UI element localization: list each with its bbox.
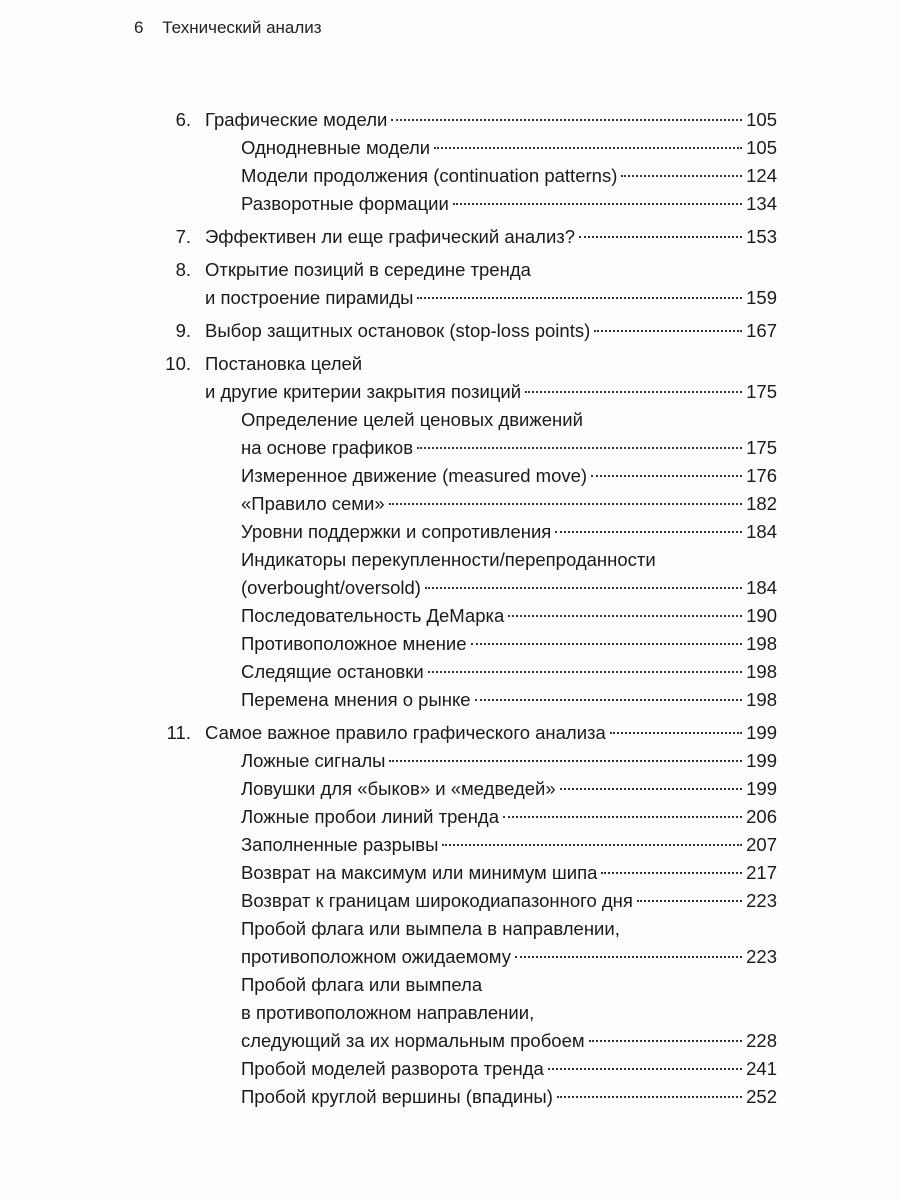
chapter-number: 11. [166, 722, 191, 743]
subsection-list [205, 134, 777, 218]
subsection-title: (overbought/oversold) [241, 577, 421, 598]
chapter-title-line[interactable]: Открытие позиций в середине тренда [205, 259, 531, 280]
chapter-number: 10. [165, 353, 191, 374]
chapter-entry[interactable] [205, 223, 777, 251]
chapter-title: и построение пирамиды [205, 287, 414, 308]
subsection-title-line[interactable]: Определение целей ценовых движений [241, 409, 583, 430]
subsection-entry[interactable] [241, 859, 777, 887]
dot-leader [589, 1040, 743, 1042]
subsection-title: Заполненные разрывы [241, 834, 439, 855]
subsection-page: 199 [746, 778, 777, 799]
toc-chapter [165, 106, 777, 218]
subsection-entry[interactable] [241, 190, 777, 218]
subsection-title-line[interactable]: Пробой флага или вымпела в направлении, [241, 918, 620, 939]
subsection-entry[interactable] [241, 943, 777, 971]
dot-leader [515, 956, 742, 958]
chapter-number: 9. [175, 320, 191, 341]
subsection-entry[interactable] [241, 831, 777, 859]
subsection-entry[interactable] [241, 602, 777, 630]
chapter-number: 7. [175, 226, 191, 247]
dot-leader [428, 671, 742, 673]
subsection-page: 241 [746, 1058, 777, 1079]
subsection-page: 182 [746, 493, 777, 514]
chapter-entry[interactable] [205, 317, 777, 345]
dot-leader [557, 1096, 742, 1098]
chapter-number: 8. [175, 259, 191, 280]
subsection-title: противоположном ожидаемому [241, 946, 511, 967]
dot-leader [637, 900, 742, 902]
subsection-title: Последовательность ДеМарка [241, 605, 505, 626]
dot-leader [471, 643, 743, 645]
subsection-page: 175 [746, 437, 777, 458]
dot-leader [389, 503, 742, 505]
subsection-entry[interactable] [241, 434, 777, 462]
subsection-entry[interactable] [241, 1027, 777, 1055]
toc-chapter [165, 719, 777, 1111]
subsection-title: «Правило семи» [241, 493, 385, 514]
subsection-page: 206 [746, 806, 777, 827]
subsection-title: Измеренное движение (measured move) [241, 465, 588, 486]
toc-chapter [165, 350, 777, 714]
subsection-entry[interactable] [241, 1083, 777, 1111]
dot-leader [610, 732, 742, 734]
subsection-title: Уровни поддержки и сопротивления [241, 521, 552, 542]
table-of-contents [165, 106, 777, 1111]
subsection-entry[interactable] [241, 747, 777, 775]
subsection-title: Противоположное мнение [241, 633, 467, 654]
subsection-title: Ложные пробои линий тренда [241, 806, 499, 827]
chapter-title: Выбор защитных остановок (stop-loss points) [205, 320, 591, 341]
chapter-title: Графические модели [205, 109, 388, 130]
dot-leader [417, 447, 742, 449]
dot-leader [548, 1068, 742, 1070]
dot-leader [453, 203, 742, 205]
dot-leader [560, 788, 742, 790]
subsection-title: Ложные сигналы [241, 750, 386, 771]
dot-leader [417, 297, 742, 299]
subsection-page: 105 [746, 137, 777, 158]
chapter-title-line[interactable]: Постановка целей [205, 353, 363, 374]
chapter-page: 199 [746, 722, 777, 743]
subsection-title: Разворотные формации [241, 193, 449, 214]
subsection-list [205, 406, 777, 714]
subsection-title: Перемена мнения о рынке [241, 689, 471, 710]
subsection-entry[interactable] [241, 574, 777, 602]
dot-leader [594, 330, 742, 332]
subsection-page: 134 [746, 193, 777, 214]
subsection-page: 207 [746, 834, 777, 855]
subsection-page: 124 [746, 165, 777, 186]
dot-leader [555, 531, 742, 533]
subsection-title: Пробой круглой вершины (впадины) [241, 1086, 553, 1107]
subsection-page: 252 [746, 1086, 777, 1107]
dot-leader [475, 699, 743, 701]
page-number: 6 [134, 18, 144, 37]
subsection-title: Пробой моделей разворота тренда [241, 1058, 544, 1079]
chapter-page: 167 [746, 320, 777, 341]
book-title: Технический анализ [162, 18, 322, 37]
subsection-page: 228 [746, 1030, 777, 1051]
subsection-title-line[interactable]: Пробой флага или вымпела [241, 974, 483, 995]
subsection-page: 198 [746, 661, 777, 682]
chapter-entry[interactable] [205, 719, 777, 747]
chapter-page: 105 [746, 109, 777, 130]
toc-chapter [165, 317, 777, 345]
subsection-entry[interactable] [241, 803, 777, 831]
dot-leader [503, 816, 742, 818]
dot-leader [621, 175, 742, 177]
chapter-entry[interactable] [205, 106, 777, 134]
subsection-title: Модели продолжения (continuation patterns) [241, 165, 618, 186]
subsection-page: 184 [746, 577, 777, 598]
subsection-page: 223 [746, 946, 777, 967]
subsection-entry[interactable] [241, 462, 777, 490]
running-head [134, 18, 322, 38]
subsection-entry[interactable] [241, 658, 777, 686]
subsection-title: на основе графиков [241, 437, 414, 458]
chapter-page: 175 [746, 381, 777, 402]
dot-leader [389, 760, 742, 762]
subsection-list [205, 747, 777, 1111]
subsection-title: Однодневные модели [241, 137, 431, 158]
subsection-entry[interactable] [241, 775, 777, 803]
subsection-title: Возврат к границам широкодиапазонного дня [241, 890, 633, 911]
subsection-page: 176 [746, 465, 777, 486]
subsection-entry[interactable] [241, 1055, 777, 1083]
toc-chapter [165, 256, 777, 312]
chapter-page: 153 [746, 226, 777, 247]
dot-leader [425, 587, 742, 589]
subsection-entry[interactable] [241, 134, 777, 162]
subsection-title: следующий за их нормальным пробоем [241, 1030, 585, 1051]
subsection-page: 198 [746, 689, 777, 710]
subsection-page: 217 [746, 862, 777, 883]
dot-leader [601, 872, 742, 874]
subsection-entry[interactable] [241, 518, 777, 546]
chapter-number: 6. [175, 109, 191, 130]
chapter-title: и другие критерии закрытия позиций [205, 381, 522, 402]
subsection-title: Ловушки для «быков» и «медведей» [241, 778, 556, 799]
chapter-title: Эффективен ли еще графический анализ? [205, 226, 576, 247]
subsection-page: 198 [746, 633, 777, 654]
subsection-entry[interactable] [241, 887, 777, 915]
dot-leader [591, 475, 742, 477]
subsection-page: 223 [746, 890, 777, 911]
dot-leader [525, 391, 742, 393]
subsection-entry[interactable] [241, 490, 777, 518]
subsection-page: 184 [746, 521, 777, 542]
subsection-title: Следящие остановки [241, 661, 424, 682]
subsection-entry[interactable] [241, 162, 777, 190]
toc-chapter [165, 223, 777, 251]
dot-leader [391, 119, 742, 121]
subsection-title: Возврат на максимум или минимум шипа [241, 862, 598, 883]
chapter-entry[interactable] [205, 284, 777, 312]
chapter-entry[interactable] [205, 378, 777, 406]
subsection-title-line[interactable]: в противоположном направлении, [241, 1002, 535, 1023]
dot-leader [434, 147, 742, 149]
subsection-title-line[interactable]: Индикаторы перекупленности/перепроданности [241, 549, 656, 570]
subsection-page: 199 [746, 750, 777, 771]
dot-leader [442, 844, 742, 846]
dot-leader [508, 615, 742, 617]
subsection-entry[interactable] [241, 686, 777, 714]
chapter-title: Самое важное правило графического анализа [205, 722, 606, 743]
subsection-page: 190 [746, 605, 777, 626]
subsection-entry[interactable] [241, 630, 777, 658]
dot-leader [579, 236, 742, 238]
chapter-page: 159 [746, 287, 777, 308]
